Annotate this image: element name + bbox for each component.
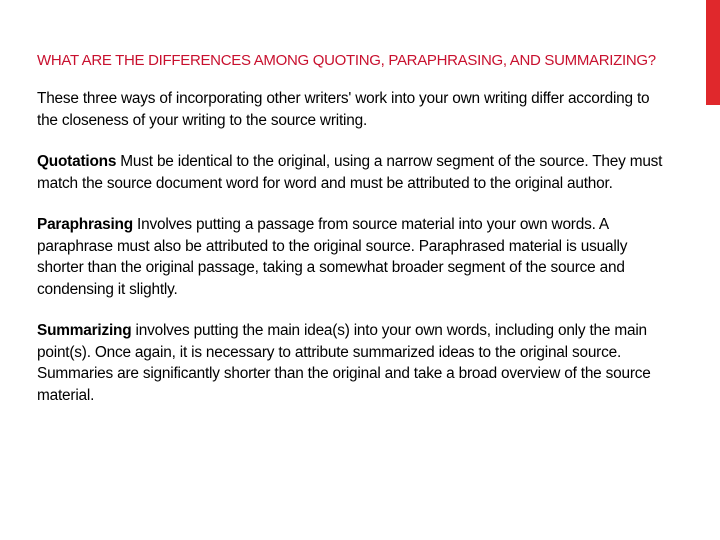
summarizing-text: involves putting the main idea(s) into your own words, including only the main point(s). Once again, it is necessary to attribute summarized ideas to the original source. Summaries are significantly shorter than the original and take a broad overview of the source material. [37,322,651,404]
slide-title: WHAT ARE THE DIFFERENCES AMONG QUOTING, PARAPHRASING, AND SUMMARIZING? [37,52,656,69]
intro-paragraph: These three ways of incorporating other writers' work into your own writing differ according to the closeness of your writing to the source writing. [37,90,650,129]
accent-bar [706,0,720,105]
summarizing-paragraph [37,320,667,406]
paraphrasing-paragraph [37,214,667,300]
slide-content [37,50,667,426]
paraphrasing-text: Involves putting a passage from source material into your own words. A paraphrase must also be attributed to the original source. Paraphrased material is usually shorter than the original passage, taking a somewhat broader segment of the source and condensing it slightly. [37,216,628,298]
quotations-paragraph [37,151,667,194]
paraphrasing-term: Paraphrasing [37,216,133,233]
summarizing-term: Summarizing [37,322,132,339]
quotations-text: Must be identical to the original, using a narrow segment of the source. They must match the source document word for word and must be attributed to the original author. [37,153,663,192]
quotations-term: Quotations [37,153,117,170]
